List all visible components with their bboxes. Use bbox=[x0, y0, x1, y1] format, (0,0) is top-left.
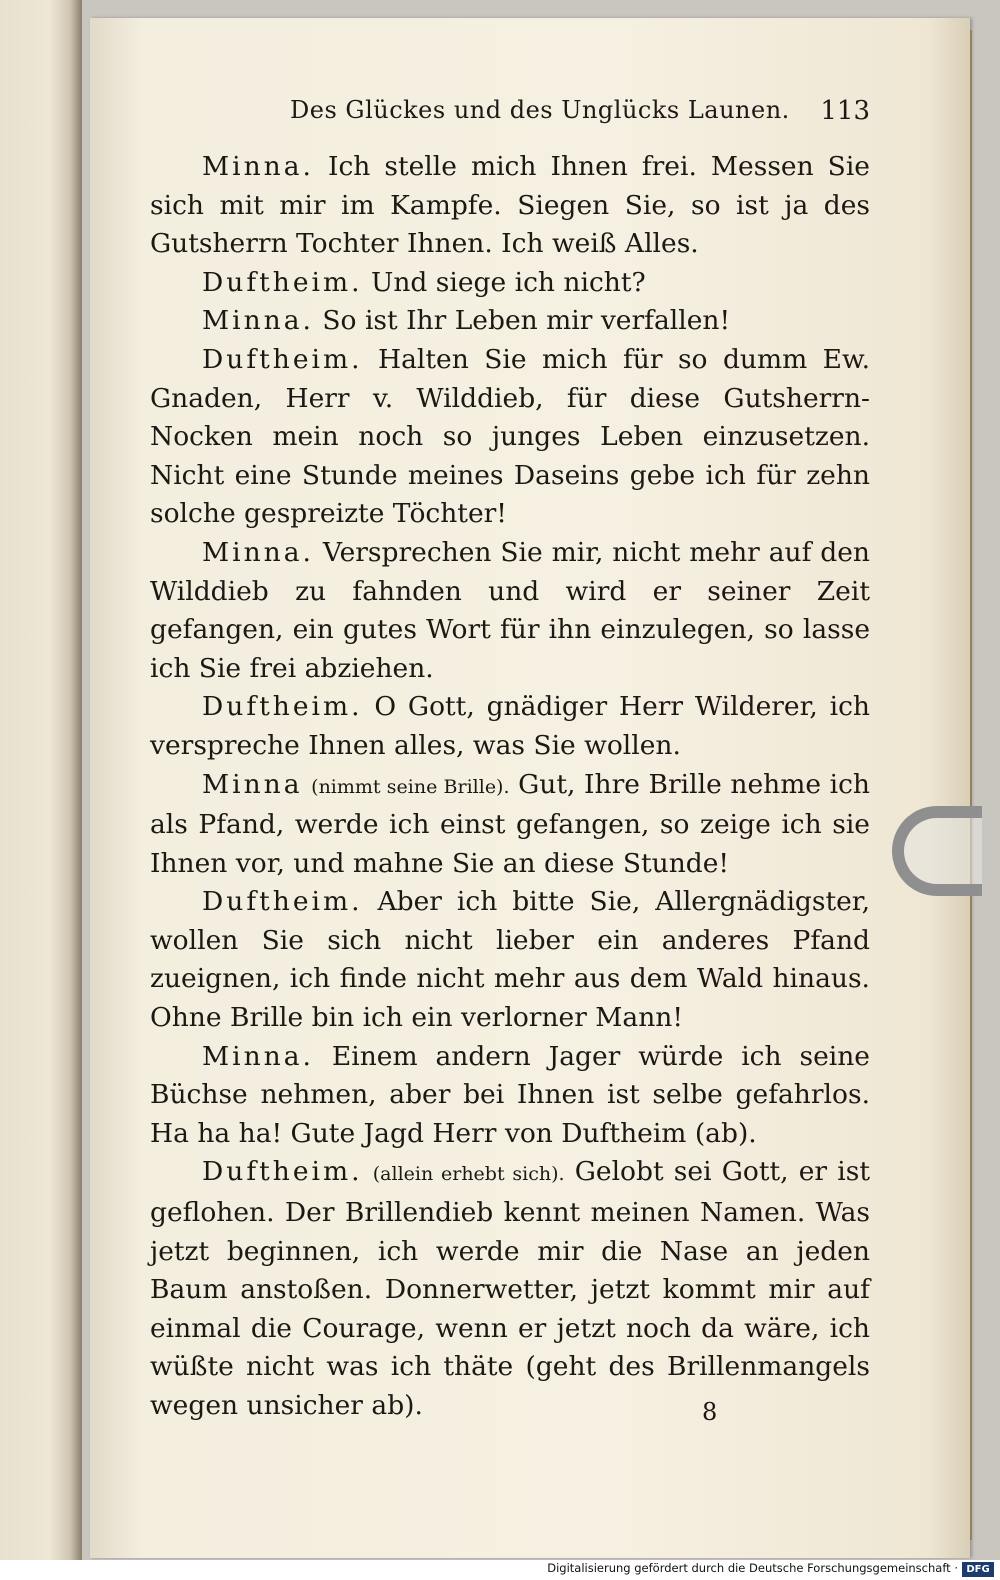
dialogue-text: Und siege ich nicht? bbox=[371, 266, 646, 298]
dialogue-text: Einem andern Jager würde ich seine Büchse nehmen, aber bei Ihnen ist selbe gefahrlos. Ha ha ha! Gute Jagd Herr von Duftheim (ab). bbox=[150, 1040, 870, 1149]
stage-direction: (nimmt seine Brille). bbox=[311, 775, 510, 798]
stage-direction: (allein erhebt sich). bbox=[372, 1163, 565, 1186]
speaker-name: Duftheim. bbox=[202, 691, 363, 723]
dialogue-paragraph bbox=[150, 688, 870, 765]
footer-credit: Digitalisierung gefördert durch die Deutsche Forschungsgemeinschaft · bbox=[547, 1561, 958, 1575]
dialogue-text: Aber ich bitte Sie, Allergnädigster, wollen Sie sich nicht lieber ein anderes Pfand zueignen, ich finde nicht mehr aus dem Wald hinaus. Ohne Brille bin ich ein verlorner Mann! bbox=[150, 886, 870, 1034]
running-head: Des Glückes und des Unglücks Launen. bbox=[290, 96, 790, 124]
speaker-name: Minna. bbox=[202, 1040, 314, 1072]
dialogue-paragraph bbox=[150, 264, 870, 303]
speaker-name: Duftheim. bbox=[202, 343, 363, 375]
dfg-logo-icon: DFG bbox=[962, 1562, 994, 1577]
dialogue-paragraph bbox=[150, 766, 870, 884]
dialogue-text: O Gott, gnädiger Herr Wilderer, ich verspreche Ihnen alles, was Sie wollen. bbox=[150, 691, 870, 761]
speaker-name: Duftheim. bbox=[202, 1156, 363, 1188]
speaker-name: Duftheim. bbox=[202, 266, 363, 298]
dialogue-text: So ist Ihr Leben mir verfallen! bbox=[322, 305, 731, 337]
dialogue-text: Versprechen Sie mir, nicht mehr auf den Wilddieb zu fahnden und wird er seiner Zeit gefangen, ein gutes Wort für ihn einzulegen, so lasse ich Sie frei abziehen. bbox=[150, 536, 870, 684]
dialogue-paragraph bbox=[150, 148, 870, 264]
page-number: 113 bbox=[820, 96, 870, 126]
speaker-name: Minna bbox=[202, 768, 303, 800]
page-header bbox=[290, 96, 870, 132]
dialogue-text: Gut, Ihre Brille nehme ich als Pfand, werde ich einst gefangen, so zeige ich sie Ihnen vor, und mahne Sie an diese Stunde! bbox=[150, 768, 870, 879]
dialogue-text: Halten Sie mich für so dumm Ew. Gnaden, Herr v. Wilddieb, für diese Gutsherrn-Nocken mein noch so junges Leben einzusetzen. Nicht eine Stunde meines Daseins gebe ich für zehn solche gespreizte Töchter! bbox=[150, 343, 870, 530]
dialogue-text: Ich stelle mich Ihnen frei. Messen Sie sich mit mir im Kampfe. Siegen Sie, so ist ja des Gutsherrn Tochter Ihnen. Ich weiß Alles. bbox=[150, 151, 870, 260]
dialogue-paragraph bbox=[150, 302, 870, 341]
dialogue-paragraph bbox=[150, 341, 870, 534]
dialogue-text: Gelobt sei Gott, er ist geflohen. Der Brillendieb kennt meinen Namen. Was jetzt beginnen, ich werde mir die Nase an jeden Baum anstoßen. Donnerwetter, jetzt kommt mir auf einmal die Courage, wenn er jetzt noch da wäre, ich wüßte nicht was ich thäte (geht des Brillenmangels wegen unsicher ab). bbox=[150, 1156, 870, 1421]
speaker-name: Minna. bbox=[202, 151, 314, 182]
body-text bbox=[150, 148, 870, 1426]
dialogue-paragraph bbox=[150, 1153, 870, 1425]
speaker-name: Minna. bbox=[202, 536, 314, 568]
speaker-name: Duftheim. bbox=[202, 886, 363, 918]
dialogue-paragraph bbox=[150, 1038, 870, 1154]
signature-mark: 8 bbox=[702, 1398, 718, 1426]
dialogue-paragraph bbox=[150, 534, 870, 688]
facing-page-edge bbox=[0, 0, 82, 1560]
speaker-name: Minna. bbox=[202, 305, 314, 337]
dialogue-paragraph bbox=[150, 883, 870, 1037]
page-clip bbox=[892, 806, 982, 896]
